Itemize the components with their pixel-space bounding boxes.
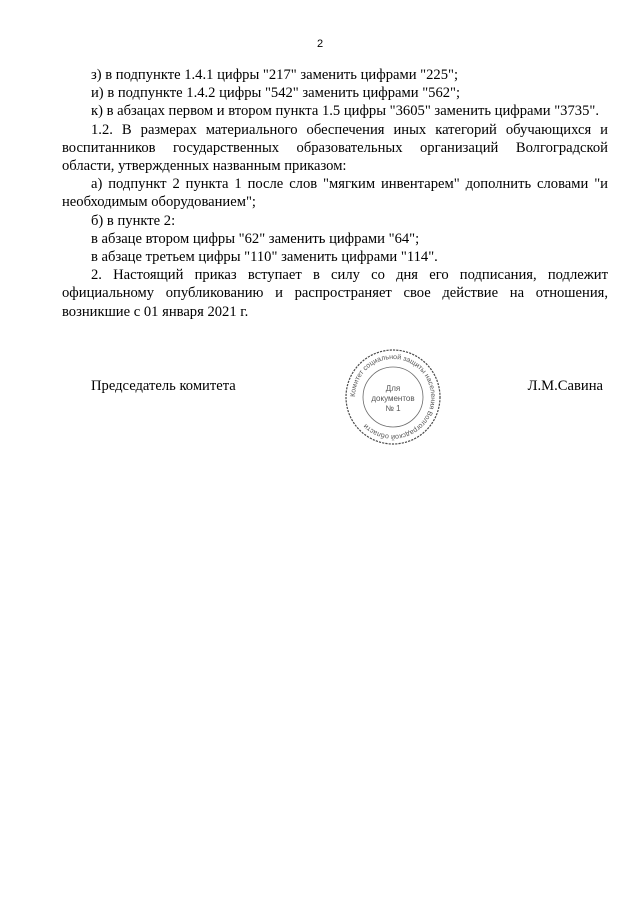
signature-block [0, 378, 640, 398]
paragraph-2: 2. Настоящий приказ вступает в силу со дня его подписания, подлежит официальному опубликованию и распространяет свое действие на отношения, возникшие с 01 января 2021 г. [62, 267, 608, 320]
paragraph-1-2: 1.2. В размерах материального обеспечения иных категорий обучающихся и воспитанников государственных образовательных организаций Волгоградской области, утвержденных названным приказом: [62, 121, 608, 175]
stamp-center-line3: № 1 [385, 404, 401, 413]
paragraph-z: з) в подпункте 1.4.1 цифры "217" заменить цифрами "225"; [91, 67, 459, 83]
paragraph-abzac-3: в абзаце третьем цифры "110" заменить цифрами "114". [91, 249, 438, 266]
document-body [62, 66, 608, 321]
stamp-center-line2: документов [371, 394, 415, 403]
signatory-title: Председатель комитета [91, 378, 236, 394]
paragraph-i: и) в подпункте 1.4.2 цифры "542" заменить цифрами "562"; [91, 85, 461, 102]
signatory-name: Л.М.Савина [527, 378, 603, 394]
stamp-ring-text: Комитет социальной защиты населения Волгоградской области [349, 353, 437, 441]
official-stamp [343, 347, 443, 447]
paragraph-a: а) подпункт 2 пункта 1 после слов "мягким инвентарем" дополнить словами "и необходимым оборудованием"; [62, 176, 608, 211]
page-number: 2 [316, 38, 324, 50]
paragraph-b: б) в пункте 2: [91, 212, 176, 229]
paragraph-abzac-2: в абзаце втором цифры "62" заменить цифрами "64"; [91, 230, 420, 247]
paragraph-k: к) в абзацах первом и втором пункта 1.5 цифры "3605" заменить цифрами "3735". [91, 103, 599, 120]
stamp-center-line1: Для [385, 384, 401, 393]
